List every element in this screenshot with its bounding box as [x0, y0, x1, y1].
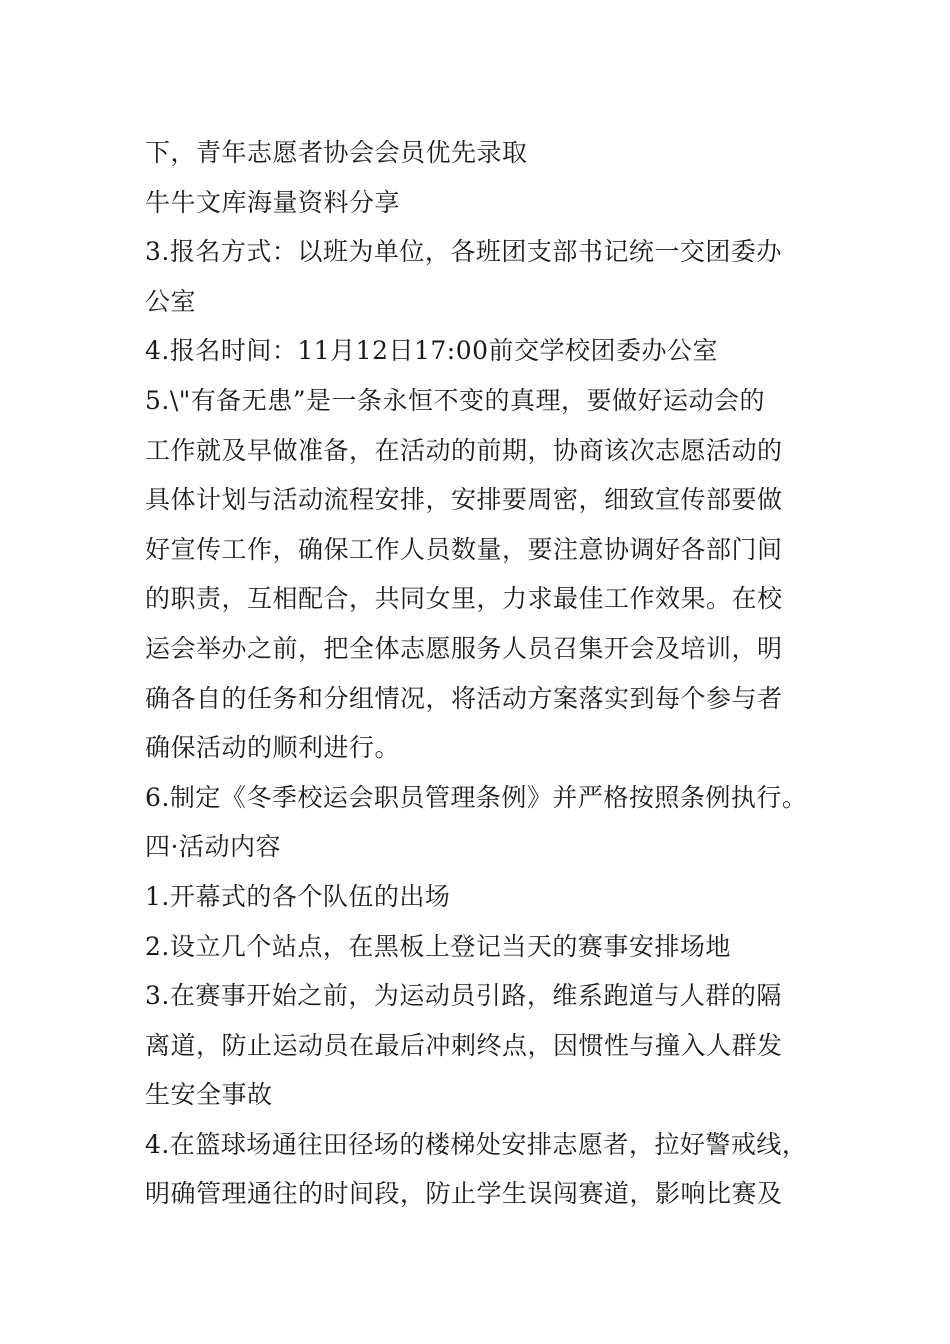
text-line: 牛牛文库海量资料分享 — [145, 187, 401, 217]
text-line: 4.报名时间：11月12日17:00前交学校团委办公室 — [145, 336, 719, 366]
text-line: 6.制定《冬季校运会职员管理条例》并严格按照条例执行。 — [145, 782, 808, 812]
document-body — [145, 128, 825, 1219]
text-line: 确各自的任务和分组情况，将活动方案落实到每个参与者 — [145, 683, 783, 713]
text-line: 明确管理通往的时间段，防止学生误闯赛道，影响比赛及 — [145, 1179, 783, 1209]
text-line: 1.开幕式的各个队伍的出场 — [145, 881, 451, 911]
text-line: 好宣传工作，确保工作人员数量，要注意协调好各部门间 — [145, 534, 783, 564]
text-line: 公室 — [145, 286, 197, 316]
text-line: 2.设立几个站点，在黑板上登记当天的赛事安排场地 — [145, 931, 731, 961]
text-line: 3.报名方式：以班为单位，各班团支部书记统一交团委办 — [145, 237, 782, 267]
text-line: 确保活动的顺利进行。 — [145, 733, 401, 763]
text-line: 运会举办之前，把全体志愿服务人员召集开会及培训，明 — [145, 633, 783, 663]
text-line: 生安全事故 — [145, 1080, 273, 1110]
section-heading: 四·活动内容 — [145, 832, 281, 862]
text-line: 5.\"有备无患”是一条永恒不变的真理，要做好运动会的 — [145, 385, 766, 415]
text-line: 工作就及早做准备，在活动的前期，协商该次志愿活动的 — [145, 435, 783, 465]
text-line: 3.在赛事开始之前，为运动员引路，维系跑道与人群的隔 — [145, 981, 782, 1011]
text-line: 具体计划与活动流程安排，安排要周密，细致宣传部要做 — [145, 485, 783, 515]
text-line: 离道，防止运动员在最后冲刺终点，因惯性与撞入人群发 — [145, 1030, 783, 1060]
text-line: 4.在篮球场通往田径场的楼梯处安排志愿者，拉好警戒线， — [145, 1129, 808, 1159]
text-line: 下，青年志愿者协会会员优先录取 — [145, 138, 528, 167]
text-line: 的职责，互相配合，共同女里，力求最佳工作效果。在校 — [145, 584, 783, 614]
